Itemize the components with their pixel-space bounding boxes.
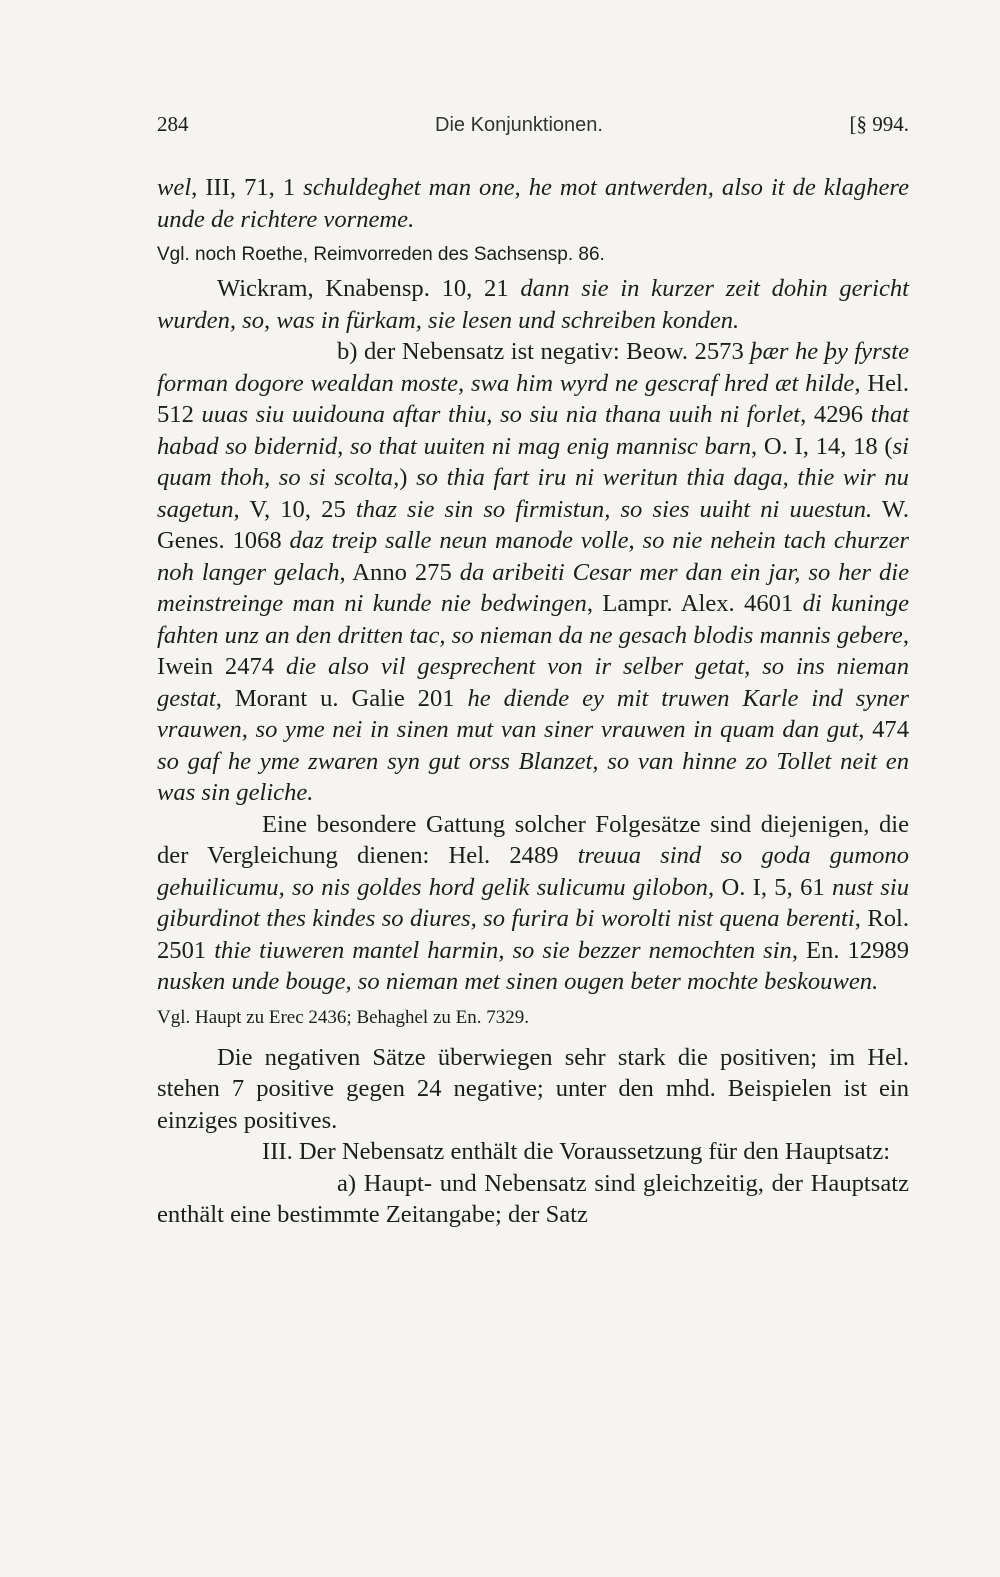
body-text: , O. I, 5, 61 <box>707 873 832 901</box>
quoted-text: schuldeghet man one, he mot antwerden, also it de klaghere unde de richtere vorneme. <box>157 174 909 233</box>
body-text: , Lampr. Alex. 4601 <box>586 590 803 617</box>
body-text: III. Der Nebensatz enthält die Voraussetzung für den Hauptsatz: <box>262 1138 891 1165</box>
body-text: Vgl. noch Roethe, Reimvorreden des Sachsensp. 86. <box>157 244 605 265</box>
body-text: ) <box>399 464 417 491</box>
paragraph-negative-count <box>157 1042 909 1137</box>
quoted-text: dann sie in kurzer zeit dohin gericht wurden, so, was in fürkam, sie lesen und schreiben konden. <box>157 275 909 334</box>
body-text: , 4296 <box>800 401 871 428</box>
body-text: , 474 <box>858 716 909 743</box>
section-heading-iii <box>157 1136 909 1168</box>
body-text: Vgl. Haupt zu Erec 2436; Behaghel zu En. 7329. <box>157 1006 529 1028</box>
paragraph-negative <box>157 336 909 809</box>
quoted-text: nust siu giburdinot thes kindes so diures, so furira bi worolti nist quena berenti <box>157 873 909 932</box>
body-text: b) der Nebensatz ist negativ: Beow. 2573 <box>337 338 751 365</box>
quoted-text: wel <box>157 174 192 201</box>
quoted-text: that habad so bidernid, so that uuiten ni mag enig mannisc barn <box>157 401 909 460</box>
paragraph-a <box>157 1168 909 1231</box>
quoted-text: so thia fart iru ni weritun thia daga, thie wir nu sagetun <box>157 464 909 523</box>
quoted-text: daz treip salle neun manode volle, so nie nehein tach churzer noh langer gelach <box>157 527 909 586</box>
page-header <box>157 112 909 137</box>
body-text: , Rol. 2501 <box>157 905 910 964</box>
body-text: , Hel. 512 <box>157 369 909 428</box>
note-haupt <box>157 1004 909 1032</box>
quoted-text: nusken unde bouge, so nieman met sinen ougen beter mochte beskouwen. <box>157 968 879 995</box>
quoted-text: thie tiuweren mantel harmin, so sie bezzer nemochten sin <box>214 936 792 964</box>
body-text: W. Genes. 1068 <box>157 495 909 554</box>
body-text: , En. 12989 <box>791 936 909 964</box>
running-title: Die Konjunktionen. <box>435 114 603 136</box>
quoted-text: da aribeiti Cesar mer dan ein jar, so her die meinstreinge man ni kunde nie bedwingen <box>157 558 909 617</box>
quoted-text: thaz sie sin so firmistun, so sies uuiht ni uuestun. <box>355 495 873 523</box>
quoted-text: þær he þy fyrste forman dogore wealdan moste, swa him wyrd ne gescraf hred æt hilde <box>157 338 909 397</box>
quoted-text: die also vil gesprechent von ir selber getat, so ins nieman gestat <box>157 653 909 712</box>
body-text: Eine besondere Gattung solcher Folgesätze sind diejenigen, die der Vergleichung dienen: Hel. 2489 <box>157 810 909 869</box>
body-text: , O. I, 14, 18 ( <box>751 432 893 460</box>
body-text: , III, 71, 1 <box>191 174 304 201</box>
paragraph-comparison <box>157 809 909 998</box>
quoted-text: so gaf he yme zwaren syn gut orss Blanzet, so van hinne zo Tollet neit en was sin geliche. <box>157 747 909 806</box>
body-text: , V, 10, 25 <box>233 495 356 523</box>
section-reference: [§ 994. <box>849 112 909 136</box>
quoted-text: uuas siu uuidouna aftar thiu, so siu nia thana uuih ni forlet <box>201 401 801 428</box>
quoted-text: si quam thoh, so si scolta, <box>157 432 909 491</box>
note-roethe <box>157 241 909 269</box>
paragraph-continuation <box>157 172 909 235</box>
body-text: , Anno 275 <box>339 558 460 586</box>
quoted-text: treuua sind so goda gumono gehuilicumu, so nis goldes hord gelik sulicumu gilobon <box>157 842 909 901</box>
body-text: a) Haupt- und Nebensatz sind gleichzeitig, der Hauptsatz enthält eine bestimmte Zeitangabe; der Satz <box>157 1169 909 1228</box>
body-text: Wickram, Knabensp. 10, 21 <box>217 275 521 302</box>
quoted-text: he diende ey mit truwen Karle ind syner vrauwen, so yme nei in sinen mut van siner vrauwen in quam dan gut <box>157 684 909 743</box>
body-text: , Iwein 2474 <box>157 621 909 680</box>
page-body <box>157 172 909 1231</box>
quoted-text: di kuninge fahten unz an den dritten tac, so nieman da ne gesach blodis mannis gebere <box>157 590 909 649</box>
body-text: , Morant u. Galie 201 <box>215 684 468 712</box>
page-number: 284 <box>157 112 189 136</box>
body-text: Die negativen Sätze überwiegen sehr stark die positiven; im Hel. stehen 7 positive gegen 24 negative; unter den mhd. Beispielen ist ein einziges positives. <box>157 1043 909 1134</box>
paragraph-wickram <box>157 273 909 336</box>
